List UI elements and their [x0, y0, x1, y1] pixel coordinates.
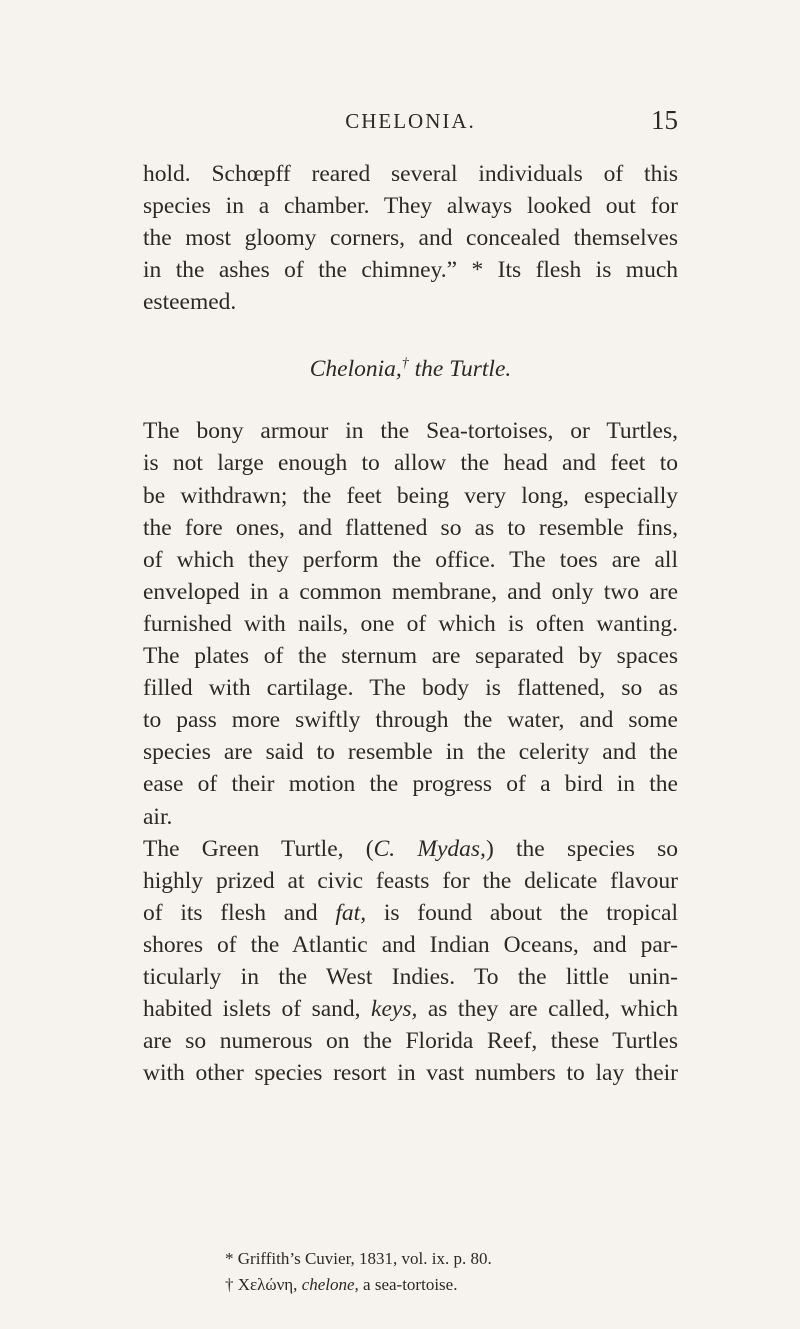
species-name: C. Mydas, [373, 835, 486, 862]
footnote-2 [143, 1272, 678, 1298]
text-run: as they are called, which [417, 996, 678, 1023]
text-line [143, 833, 678, 865]
text-run: † Χελώνη, [225, 1275, 302, 1294]
text-line: the most gloomy corners, and concealed themselves [143, 225, 678, 252]
text-line: ease of their motion the progress of a bird in the [143, 771, 678, 798]
text-run: of its flesh and [143, 899, 336, 926]
text-line: air. [143, 803, 173, 830]
text-line: esteemed. [143, 289, 237, 316]
text-line: The bony armour in the Sea-tortoises, or Turtles, [143, 418, 678, 445]
italic-word: chelone, [301, 1275, 359, 1294]
italic-word: fat, [335, 899, 367, 926]
text-line: in the ashes of the chimney.” * Its flesh is much [143, 257, 678, 284]
text-line: the fore ones, and flattened so as to resemble fins, [143, 514, 678, 541]
heading-rest: the Turtle. [408, 356, 512, 383]
text-line: enveloped in a common membrane, and only two are [143, 578, 678, 605]
text-line: species in a chamber. They always looked out for [143, 193, 678, 220]
footnote-mark: † [401, 356, 409, 372]
paragraph-1 [143, 158, 678, 318]
text-run: habited islets of sand, [143, 996, 372, 1023]
text-line: are so numerous on the Florida Reef, these Turtles [143, 1028, 678, 1055]
text-run: is found about the tropical [366, 899, 679, 926]
section-heading [143, 348, 678, 385]
paragraph-2 [143, 415, 678, 832]
paragraph-3 [143, 833, 678, 1090]
body-text [143, 158, 678, 1089]
text-line [143, 897, 678, 929]
text-line: ticularly in the West Indies. To the little unin- [143, 963, 678, 990]
text-run: The Green Turtle, ( [143, 835, 374, 862]
text-run: ) the species so [485, 835, 679, 862]
text-line: with other species resort in vast numbers to lay their [143, 1060, 678, 1087]
text-line: furnished with nails, one of which is often wanting. [143, 610, 678, 637]
footnotes [143, 1246, 678, 1298]
footnote-1: * Griffith’s Cuvier, 1831, vol. ix. p. 80. [225, 1249, 492, 1268]
text-line: of which they perform the office. The toes are all [143, 546, 678, 573]
text-line: filled with cartilage. The body is flattened, so as [143, 675, 678, 702]
text-line: to pass more swiftly through the water, and some [143, 707, 678, 734]
text-line: be withdrawn; the feet being very long, especially [143, 482, 678, 509]
running-title: CHELONIA. [345, 109, 476, 133]
text-line: hold. Schœpff reared several individuals of this [143, 161, 678, 187]
italic-word: keys, [371, 996, 418, 1023]
text-line: highly prized at civic feasts for the delicate flavour [143, 867, 678, 894]
text-run: a sea-tortoise. [358, 1275, 458, 1294]
text-line: is not large enough to allow the head and feet to [143, 450, 678, 477]
text-line: shores of the Atlantic and Indian Oceans, and par- [143, 931, 678, 958]
text-line [143, 993, 678, 1025]
heading-name: Chelonia, [309, 356, 402, 383]
text-line: The plates of the sternum are separated by spaces [143, 643, 678, 670]
page-header [143, 105, 678, 139]
text-line: species are said to resemble in the celerity and the [143, 739, 678, 766]
page-number: 15 [651, 105, 678, 135]
